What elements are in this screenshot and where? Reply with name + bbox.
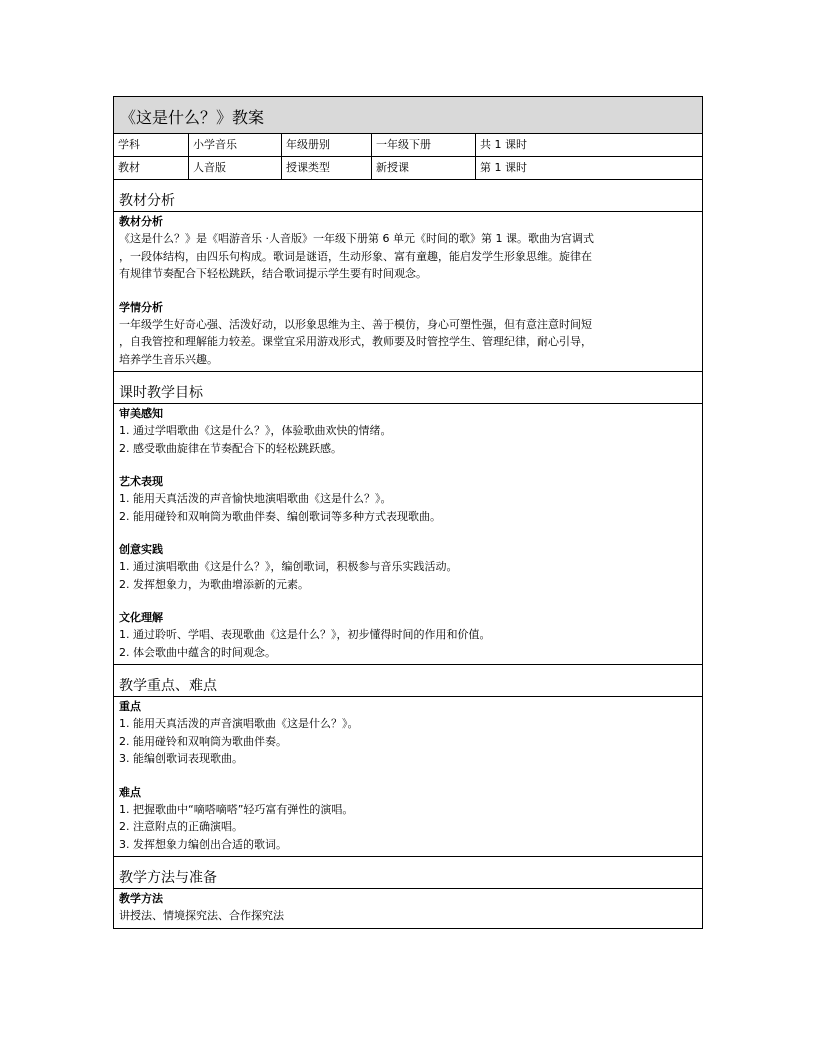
textbook-value: 人音版 bbox=[189, 157, 282, 179]
list-item: 1. 通过演唱歌曲《这是什么？》，编创歌词，积极参与音乐实践活动。 bbox=[119, 560, 458, 573]
list-item: 2. 注意附点的正确演唱。 bbox=[119, 820, 243, 833]
subheading-material: 教材分析 bbox=[119, 215, 163, 228]
section-body-focus bbox=[114, 697, 702, 857]
section-heading-analysis: 教材分析 bbox=[114, 180, 702, 212]
grade-label: 年级册别 bbox=[282, 134, 372, 156]
paragraph-line: 《这是什么？》是《唱游音乐 ·人音版》一年级下册第 6 单元《时间的歌》第 1 课。歌曲为宫调式 bbox=[119, 232, 594, 245]
section-body-goals bbox=[114, 404, 702, 665]
lesson-type-value: 新授课 bbox=[372, 157, 476, 179]
subject-value: 小学音乐 bbox=[189, 134, 282, 156]
subheading-teaching-method: 教学方法 bbox=[119, 892, 163, 905]
list-item: 2. 体会歌曲中蕴含的时间观念。 bbox=[119, 645, 276, 659]
lesson-plan-table bbox=[113, 96, 703, 929]
paragraph-line: 一年级学生好奇心强、活泼好动，以形象思维为主、善于模仿，身心可塑性强，但有意注意时间短 bbox=[119, 317, 592, 331]
subheading-culture: 文化理解 bbox=[119, 611, 163, 624]
current-period: 第 1 课时 bbox=[480, 161, 527, 174]
list-item: 3. 发挥想象力编创出合适的歌词。 bbox=[119, 837, 287, 851]
list-item: 1. 能用天真活泼的声音演唱歌曲《这是什么？》。 bbox=[119, 717, 359, 730]
subheading-key-points: 重点 bbox=[119, 700, 141, 713]
subheading-students: 学情分析 bbox=[119, 300, 163, 314]
method-text: 讲授法、情境探究法、合作探究法 bbox=[119, 909, 284, 922]
grade-value: 一年级下册 bbox=[372, 134, 476, 156]
lesson-type-label: 授课类型 bbox=[282, 157, 372, 179]
section-heading-focus: 教学重点、难点 bbox=[114, 665, 702, 697]
list-item: 2. 感受歌曲旋律在节奏配合下的轻松跳跃感。 bbox=[119, 441, 342, 455]
list-item: 2. 能用碰铃和双响筒为歌曲伴奏、编创歌词等多种方式表现歌曲。 bbox=[119, 509, 441, 523]
info-row-1 bbox=[114, 134, 702, 157]
section-heading-method: 教学方法与准备 bbox=[114, 857, 702, 889]
list-item: 3. 能编创歌词表现歌曲。 bbox=[119, 752, 243, 765]
list-item: 2. 能用碰铃和双响筒为歌曲伴奏。 bbox=[119, 734, 287, 748]
subheading-aesthetic: 审美感知 bbox=[119, 407, 163, 420]
document-title: 《这是什么？》教案 bbox=[114, 97, 702, 134]
textbook-label: 教材 bbox=[114, 157, 189, 179]
subheading-difficulties: 难点 bbox=[119, 785, 141, 799]
subheading-practice: 创意实践 bbox=[119, 543, 163, 556]
total-periods: 共 1 课时 bbox=[480, 138, 527, 151]
list-item: 1. 能用天真活泼的声音愉快地演唱歌曲《这是什么？》。 bbox=[119, 492, 392, 505]
list-item: 1. 把握歌曲中“嘀嗒嘀嗒”轻巧富有弹性的演唱。 bbox=[119, 802, 354, 816]
subject-label: 学科 bbox=[114, 134, 189, 156]
list-item: 1. 通过学唱歌曲《这是什么？》，体验歌曲欢快的情绪。 bbox=[119, 424, 392, 437]
info-row-2 bbox=[114, 157, 702, 180]
list-item: 2. 发挥想象力，为歌曲增添新的元素。 bbox=[119, 577, 309, 591]
paragraph-line: ，自我管控和理解能力较差。课堂宜采用游戏形式，教师要及时管控学生、管理纪律，耐心引导， bbox=[119, 335, 592, 348]
section-heading-goals: 课时教学目标 bbox=[114, 372, 702, 404]
paragraph-line: 有规律节奏配合下轻松跳跃，结合歌词提示学生要有时间观念。 bbox=[119, 267, 427, 280]
subheading-expression: 艺术表现 bbox=[119, 475, 163, 488]
list-item: 1. 通过聆听、学唱、表现歌曲《这是什么？》，初步懂得时间的作用和价值。 bbox=[119, 628, 491, 641]
section-body-analysis bbox=[114, 212, 702, 372]
section-body-method bbox=[114, 889, 702, 928]
paragraph-line: ，一段体结构，由四乐句构成。歌词是谜语，生动形象、富有童趣，能启发学生形象思维。旋律在 bbox=[119, 249, 592, 263]
paragraph-line: 培养学生音乐兴趣。 bbox=[119, 352, 218, 366]
